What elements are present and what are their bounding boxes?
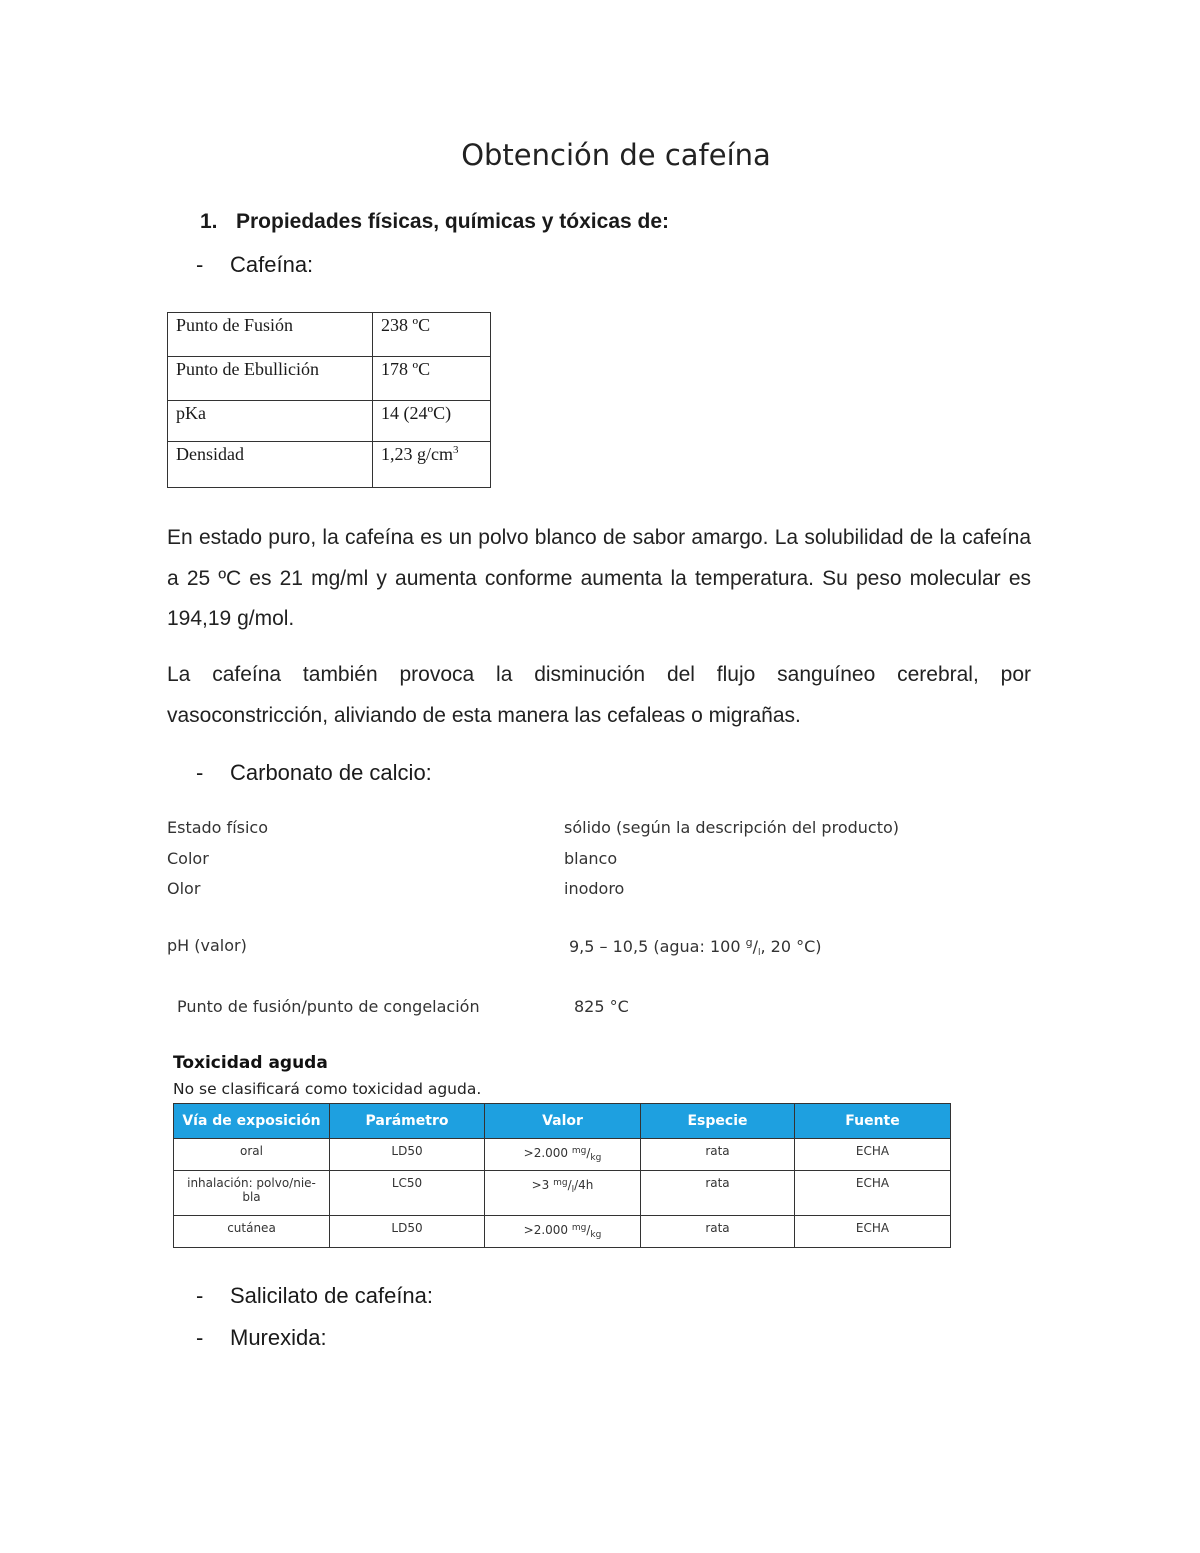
- property-value: [373, 442, 491, 488]
- property-label: pH (valor): [167, 936, 247, 955]
- property-value: 9,5 – 10,5 (agua: 100 $^g/_l$, 20 °C): [569, 936, 822, 958]
- ph-value-text: 9,5 – 10,5 (agua: 100: [569, 937, 746, 956]
- section-number: 1.: [200, 210, 218, 233]
- cell-especie: rata: [641, 1171, 795, 1216]
- column-header: Valor: [485, 1104, 641, 1139]
- density-value: 1,23 g/cm: [381, 444, 453, 464]
- bullet-label: Carbonato de calcio:: [230, 760, 432, 785]
- section-heading-text: Propiedades físicas, químicas y tóxicas de:: [236, 210, 670, 233]
- property-value: 238 ºC: [373, 313, 491, 357]
- table-row: [174, 1139, 951, 1171]
- table-row: [174, 1216, 951, 1248]
- column-header: Vía de exposición: [174, 1104, 330, 1139]
- cell-parametro: LC50: [330, 1171, 485, 1216]
- cell-via: oral: [174, 1139, 330, 1171]
- valor-text: >2.000: [523, 1223, 572, 1237]
- table-row: [168, 357, 491, 401]
- valor-unit-top: mg: [553, 1178, 568, 1188]
- toxicity-table: [173, 1103, 951, 1248]
- column-header: Fuente: [795, 1104, 951, 1139]
- cell-fuente: ECHA: [795, 1216, 951, 1248]
- property-value: sólido (según la descripción del producto): [564, 818, 899, 837]
- bullet-murexida: [196, 1325, 327, 1351]
- bullet-cafeina: [196, 252, 313, 278]
- cell-parametro: LD50: [330, 1139, 485, 1171]
- cell-especie: rata: [641, 1216, 795, 1248]
- valor-unit-bottom: l: [571, 1185, 575, 1195]
- table-row: [168, 313, 491, 357]
- cell-especie: rata: [641, 1139, 795, 1171]
- bullet-carbonato: [196, 760, 432, 786]
- property-label: Densidad: [168, 442, 373, 488]
- bullet-marker: -: [196, 252, 204, 277]
- column-header: Parámetro: [330, 1104, 485, 1139]
- table-row: [168, 401, 491, 442]
- valor-unit-bottom: kg: [590, 1153, 602, 1163]
- bullet-marker: -: [196, 1325, 204, 1350]
- property-value: 14 (24ºC): [373, 401, 491, 442]
- cell-fuente: ECHA: [795, 1139, 951, 1171]
- bullet-label: Cafeína:: [230, 252, 314, 277]
- property-value: 825 °C: [574, 997, 629, 1016]
- bullet-label: Salicilato de cafeína:: [230, 1283, 434, 1308]
- valor-unit-top: mg: [571, 1223, 587, 1233]
- bullet-marker: -: [196, 760, 204, 785]
- toxicity-subtitle: No se clasificará como toxicidad aguda.: [173, 1080, 482, 1098]
- ph-value-post: , 20 °C): [760, 937, 822, 956]
- cell-via: cutánea: [174, 1216, 330, 1248]
- cell-valor: >2.000 $^{mg}/_{kg}$: [485, 1139, 641, 1171]
- property-value: 178 ºC: [373, 357, 491, 401]
- toxicity-title: Toxicidad aguda: [173, 1053, 328, 1073]
- property-label: Olor: [167, 879, 201, 898]
- table-header-row: [174, 1104, 951, 1139]
- bullet-marker: -: [196, 1283, 204, 1308]
- section-heading: [200, 210, 669, 234]
- table-row: [168, 442, 491, 488]
- cell-valor: >2.000 $^{mg}/_{kg}$: [485, 1216, 641, 1248]
- valor-post: /4h: [574, 1178, 594, 1192]
- property-value: blanco: [564, 849, 618, 868]
- cell-via: inhalación: polvo/nie-bla: [174, 1171, 330, 1216]
- property-label: pKa: [168, 401, 373, 442]
- valor-unit-top: mg: [571, 1146, 587, 1156]
- property-label: Estado físico: [167, 818, 268, 837]
- cell-valor: >3 $^{mg}/_l/4h$: [485, 1171, 641, 1216]
- caffeine-properties-table: [167, 312, 491, 488]
- ph-unit-top: g: [745, 936, 753, 949]
- column-header: Especie: [641, 1104, 795, 1139]
- table-row: [174, 1171, 951, 1216]
- cell-parametro: LD50: [330, 1216, 485, 1248]
- valor-unit-bottom: kg: [590, 1230, 602, 1240]
- property-value: inodoro: [564, 879, 625, 898]
- valor-text: >3: [531, 1178, 554, 1192]
- paragraph-caffeine-effects: La cafeína también provoca la disminución del flujo sanguíneo cerebral, por vasoconstricción, aliviando de esta manera las cefaleas o migrañas.: [167, 663, 1031, 727]
- property-label: Color: [167, 849, 209, 868]
- page-title: Obtención de cafeína: [461, 138, 771, 172]
- paragraph-caffeine-description: En estado puro, la cafeína es un polvo blanco de sabor amargo. La solubilidad de la cafeína a 25 ºC es 21 mg/ml y aumenta conforme aumenta la temperatura. Su peso molecular es 194,19 g/mol.: [167, 526, 1031, 630]
- bullet-salicilato: [196, 1283, 433, 1309]
- property-label: Punto de Fusión: [168, 313, 373, 357]
- cell-fuente: ECHA: [795, 1171, 951, 1216]
- density-superscript: 3: [453, 444, 459, 456]
- property-label: Punto de Ebullición: [168, 357, 373, 401]
- property-label: Punto de fusión/punto de congelación: [177, 997, 480, 1016]
- valor-text: >2.000: [523, 1146, 572, 1160]
- bullet-label: Murexida:: [230, 1325, 327, 1350]
- ph-unit-bottom: l: [757, 948, 761, 958]
